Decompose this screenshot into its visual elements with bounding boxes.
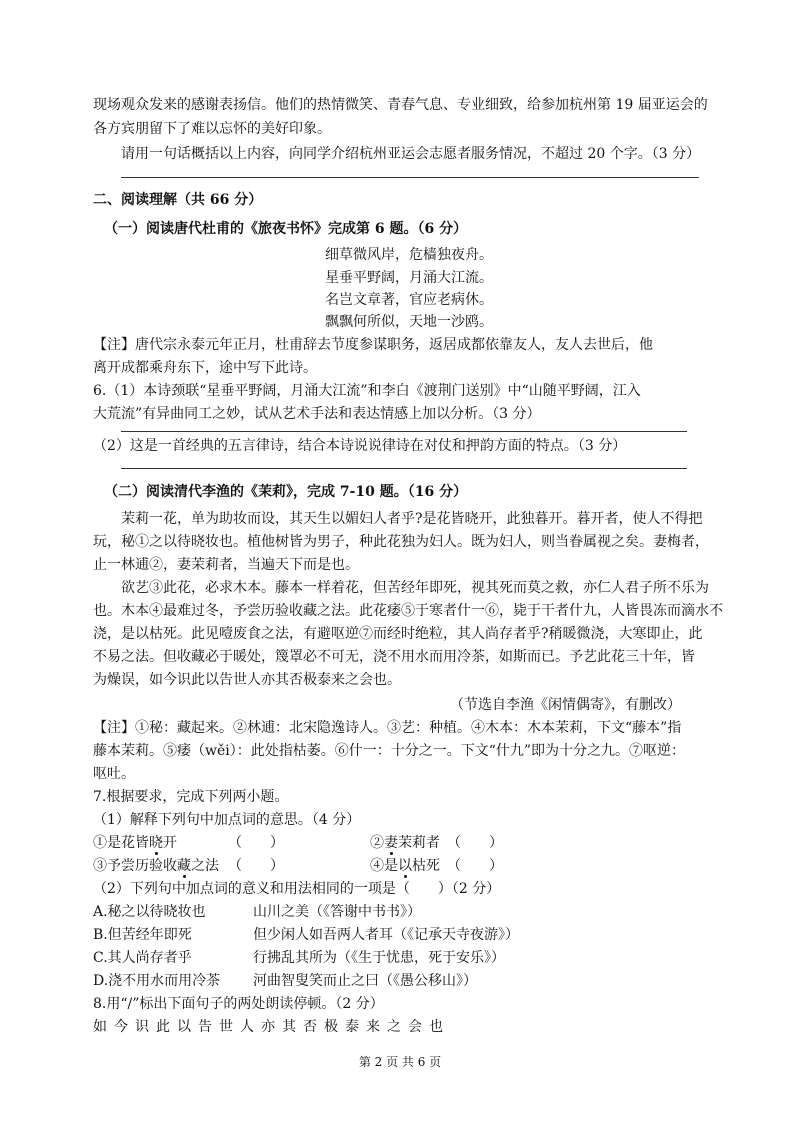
q7-item-4-blank[interactable]: （ ） (447, 858, 503, 874)
q6-2: （2）这是一首经典的五言律诗，结合本诗说说律诗在对仗和押韵方面的特点。（3 分） (93, 438, 627, 454)
intro-task: 请用一句话概括以上内容，向同学介绍杭州亚运会志愿者服务情况，不超过 20 个字。（3 分） (121, 146, 701, 162)
dotted-word: 藏 (177, 858, 191, 874)
q7-item-2-blank[interactable]: （ ） (447, 835, 503, 851)
dotted-word: 妻 (384, 835, 398, 851)
passage-p2-line-3: 浇，是以枯死。此见噎废食之法，有避呕逆⑦而经时绝粒，其人尚存者乎?稍暖微浇，大寒即止，此 (93, 626, 703, 642)
q7-item-1-blank[interactable]: （ ） (228, 835, 284, 851)
dotted-word: 以 (398, 858, 412, 874)
part-1-note-2: 离开成都乘舟东下，途中写下此诗。 (93, 360, 317, 376)
intro-line-1: 现场观众发来的感谢表扬信。他们的热情微笑、青春气息、专业细致，给参加杭州第 19 届亚运会的 (93, 97, 708, 113)
passage-p2-line-4: 不易之法。但收藏必于暖处，篾罩必不可无，浇不用水而用冷茶，如斯而已。予艺此花三十年，皆 (93, 649, 695, 665)
dotted-word: 晓 (149, 835, 163, 851)
intro-line-2: 各方宾朋留下了难以忘怀的美好印象。 (93, 121, 331, 137)
q7-stem: 7.根据要求，完成下列两小题。 (93, 789, 289, 805)
passage-p1-line-3: 止一林逋②，妻茉莉者，当遍天下而是也。 (93, 557, 359, 573)
q6-1-line-2: 大荒流”有异曲同工之妙，试从艺术手法和表达情感上加以分析。（3 分） (93, 406, 541, 422)
q7-sub-2: （2）下列句中加点词的意义和用法相同的一项是（ ）（2 分） (93, 881, 501, 897)
passage-p2-line-5: 为燥误，如今识此以告世人亦其否极泰来之会也。 (93, 672, 401, 688)
q7-item-3: ③予尝历验收藏之法 (93, 858, 219, 874)
page-footer: 第 2 页 共 6 页 (358, 1055, 442, 1069)
passage-source: （节选自李渔《闲情偶寄》，有删改） (450, 697, 681, 713)
section-2-title: 二、阅读理解（共 66 分） (93, 192, 263, 208)
answer-line-q6-2[interactable] (121, 468, 687, 469)
part-2-note-1: 【注】①秘：藏起来。②林逋：北宋隐逸诗人。③艺：种植。④木本：木本茉莉，下文“藤本”指 (93, 720, 682, 736)
q7-item-2: ②妻茉莉者 (370, 835, 440, 851)
poem-line-1: 细草微风岸，危樯独夜舟。 (325, 247, 493, 263)
q7-option-a-right: 山川之美（《答谢中书书》） (253, 904, 421, 920)
part-1-note-1: 【注】唐代宗永泰元年正月，杜甫辞去节度参谋职务，返居成都依靠友人，友人去世后，他 (93, 337, 653, 353)
q7-option-d-left[interactable]: D.浇不用水而用冷茶 (93, 973, 221, 989)
part-2-note-2: 藤本茉莉。⑤痿（wěi）：此处指枯萎。⑥什一：十分之一。下文“什九”即为十分之九。⑦呕逆： (93, 743, 686, 759)
answer-line-summary[interactable] (121, 177, 699, 178)
passage-p1-line-1: 茉莉一花，单为助妆而设，其天生以媚妇人者乎?是花皆晓开，此独暮开。暮开者，使人不得把 (121, 511, 703, 527)
poem-line-4: 飘飘何所似，天地一沙鸥。 (325, 314, 493, 330)
q8-stem: 8.用“/”标出下面句子的两处朗读停顿。（2 分） (93, 996, 384, 1012)
part-2-title: （二）阅读清代李渔的《茉莉》，完成 7-10 题。（16 分） (104, 484, 468, 500)
q8-sentence[interactable]: 如今识此以告世人亦其否极泰来之会也 (93, 1019, 450, 1035)
passage-p2-line-1: 欲艺③此花，必求木本。藤本一样着花，但苦经年即死，视其死而莫之救，亦仁人君子所不乐为 (121, 580, 709, 596)
q7-item-4: ④是以枯死 (370, 858, 440, 874)
q7-item-1: ①是花皆晓开 (93, 835, 177, 851)
q6-1-line-1: 6.（1）本诗颈联“星垂平野阔，月涌大江流”和李白《渡荆门送别》中“山随平野阔，江入 (93, 383, 641, 399)
poem-line-2: 星垂平野阔，月涌大江流。 (325, 270, 493, 286)
q7-item-3-blank[interactable]: （ ） (228, 858, 284, 874)
part-1-title: （一）阅读唐代杜甫的《旅夜书怀》完成第 6 题。（6 分） (104, 221, 468, 237)
poem-line-3: 名岂文章著，官应老病休。 (325, 292, 493, 308)
part-2-note-3: 呕吐。 (93, 766, 135, 782)
passage-p2-line-2: 也。木本④最难过冬，予尝历验收藏之法。此花痿⑤于寒者什一⑥，毙于干者什九，人皆畏冻而滴水不 (93, 603, 723, 619)
q7-sub-1: （1）解释下列句中加点词的意思。（4 分） (93, 812, 361, 828)
q7-option-c-right: 行拂乱其所为（《生于忧患，死于安乐》） (253, 950, 505, 966)
q7-option-a-left[interactable]: A.秘之以待晓妆也 (93, 904, 206, 920)
passage-p1-line-2: 玩，秘①之以待晓妆也。植他树皆为男子，种此花独为妇人。既为妇人，则当眷属视之矣。妻梅者， (93, 534, 709, 550)
answer-line-q6-1[interactable] (121, 431, 687, 432)
q7-option-b-left[interactable]: B.但苦经年即死 (93, 927, 192, 943)
q7-option-d-right: 河曲智叟笑而止之曰（《愚公移山》） (253, 973, 477, 989)
q7-option-c-left[interactable]: C.其人尚存者乎 (93, 950, 192, 966)
q7-option-b-right: 但少闲人如吾两人者耳（《记承天寺夜游》） (253, 927, 519, 943)
